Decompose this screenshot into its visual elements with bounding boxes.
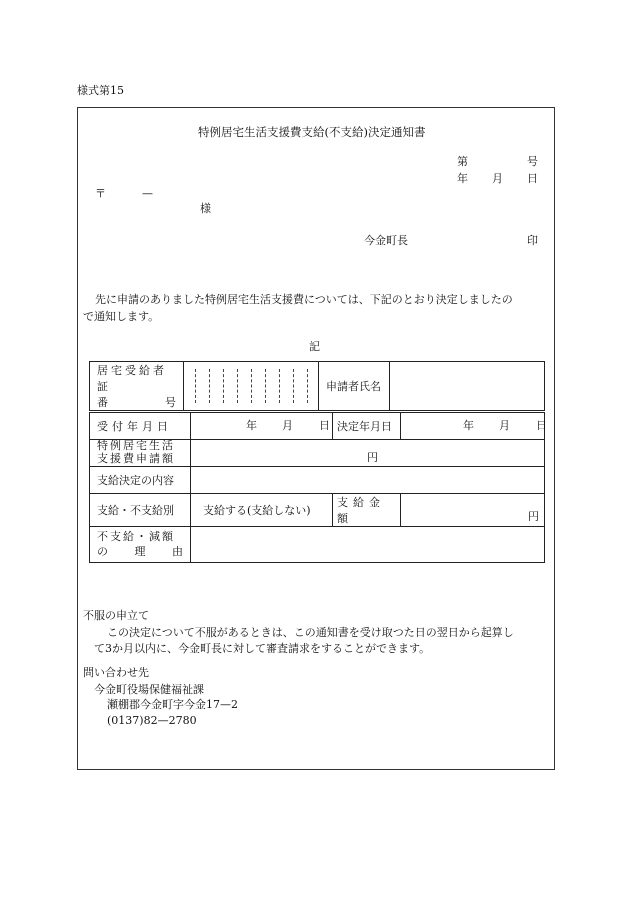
form-number: 様式第15 — [77, 84, 124, 97]
receipt-date-field[interactable] — [191, 413, 333, 440]
date-day: 日 — [527, 172, 538, 185]
body-text-line2: で通知します。 — [83, 310, 160, 323]
issuer-name: 今金町長 — [364, 234, 408, 247]
digit-divider — [293, 369, 294, 403]
applicant-name-field[interactable] — [390, 362, 545, 411]
objection-line1: この決定について不服があるときは、この通知書を受け取つた日の翌日から起算し — [107, 626, 514, 639]
reason-ri: 理 — [134, 544, 146, 558]
applicant-name-label: 申請者氏名 — [319, 362, 390, 411]
receipt-day: 日 — [319, 419, 330, 432]
contact-address: 瀬棚郡今金町字今金17—2 — [107, 698, 238, 711]
reason-yu: 由 — [172, 544, 183, 558]
recipient-number-digit-boxes[interactable] — [184, 362, 319, 411]
pay-amount-yen: 円 — [528, 510, 539, 523]
document-title: 特例居宅生活支援費支給(不支給)決定通知書 — [198, 125, 426, 139]
digit-divider — [195, 369, 196, 403]
decision-table — [89, 412, 545, 563]
receipt-date-label-text: 受付年月日 — [97, 420, 172, 433]
reason-label-line1 — [90, 530, 190, 544]
postal-dash: — — [142, 187, 153, 200]
receipt-date-parts — [191, 420, 332, 432]
amount-label-cell — [90, 440, 191, 467]
pay-amount-label — [333, 494, 401, 527]
pay-amount-field[interactable] — [401, 494, 545, 527]
number-go: 号 — [527, 155, 538, 168]
date-month: 月 — [492, 172, 503, 185]
pay-amount-label-text: 支給金額 — [337, 496, 385, 525]
amount-yen: 円 — [367, 451, 378, 464]
decision-date-field[interactable] — [401, 413, 545, 440]
amount-label-line2: 支援費申請額 — [97, 452, 175, 465]
reason-label-line2 — [90, 545, 190, 559]
receipt-date-label — [90, 413, 191, 440]
decision-date-label: 決定年月日 — [333, 413, 401, 440]
type-value[interactable]: 支給する(支給しない) — [191, 494, 333, 527]
reason-label-cell — [90, 527, 191, 563]
amount-yen-wrap — [191, 452, 544, 464]
objection-line2: て3か月以内に、今金町長に対して審査請求をすることができます。 — [94, 642, 431, 655]
decision-month: 月 — [499, 419, 510, 432]
addressee-sama: 様 — [200, 202, 211, 215]
body-text-line1: 先に申請のありました特例居宅生活支援費については、下記のとおり決定しましたの — [95, 293, 513, 306]
receipt-year: 年 — [246, 419, 257, 432]
seal-mark: 印 — [527, 234, 538, 247]
digit-divider — [223, 369, 224, 403]
reason-label-text: 不支給・減額 — [97, 530, 175, 544]
label-go: 号 — [165, 396, 176, 409]
recipient-number-label-line2 — [90, 394, 183, 410]
digit-divider — [251, 369, 252, 403]
digit-dividers — [184, 369, 318, 403]
contact-heading: 問い合わせ先 — [83, 666, 149, 679]
content-field[interactable] — [191, 467, 545, 494]
type-label: 支給・不支給別 — [90, 494, 191, 527]
decision-year: 年 — [463, 419, 474, 432]
ki-label: 記 — [309, 340, 320, 353]
contact-phone: (0137)82—2780 — [107, 714, 197, 727]
number-dai: 第 — [457, 155, 468, 168]
receipt-month: 月 — [282, 419, 293, 432]
digit-divider — [279, 369, 280, 403]
recipient-number-label-line1 — [90, 362, 183, 394]
digit-divider — [209, 369, 210, 403]
date-year: 年 — [457, 172, 468, 185]
digit-divider — [307, 369, 308, 403]
digit-divider — [265, 369, 266, 403]
decision-date-parts — [401, 419, 547, 432]
contact-dept: 今金町役場保健福祉課 — [94, 683, 204, 696]
content-label: 支給決定の内容 — [90, 467, 191, 494]
label-ban: 番 — [97, 396, 108, 409]
decision-day: 日 — [536, 419, 547, 432]
reason-field[interactable] — [191, 527, 545, 563]
amount-label-line1: 特例居宅生活 — [97, 439, 175, 453]
recipient-number-label-text: 居宅受給者証 — [97, 364, 167, 393]
digit-divider — [237, 369, 238, 403]
postal-mark: 〒 — [95, 187, 106, 200]
recipient-table — [89, 361, 545, 411]
reason-no: の — [97, 544, 108, 558]
objection-heading: 不服の申立て — [83, 609, 149, 622]
amount-field[interactable] — [191, 440, 545, 467]
recipient-number-label-cell — [90, 362, 184, 411]
